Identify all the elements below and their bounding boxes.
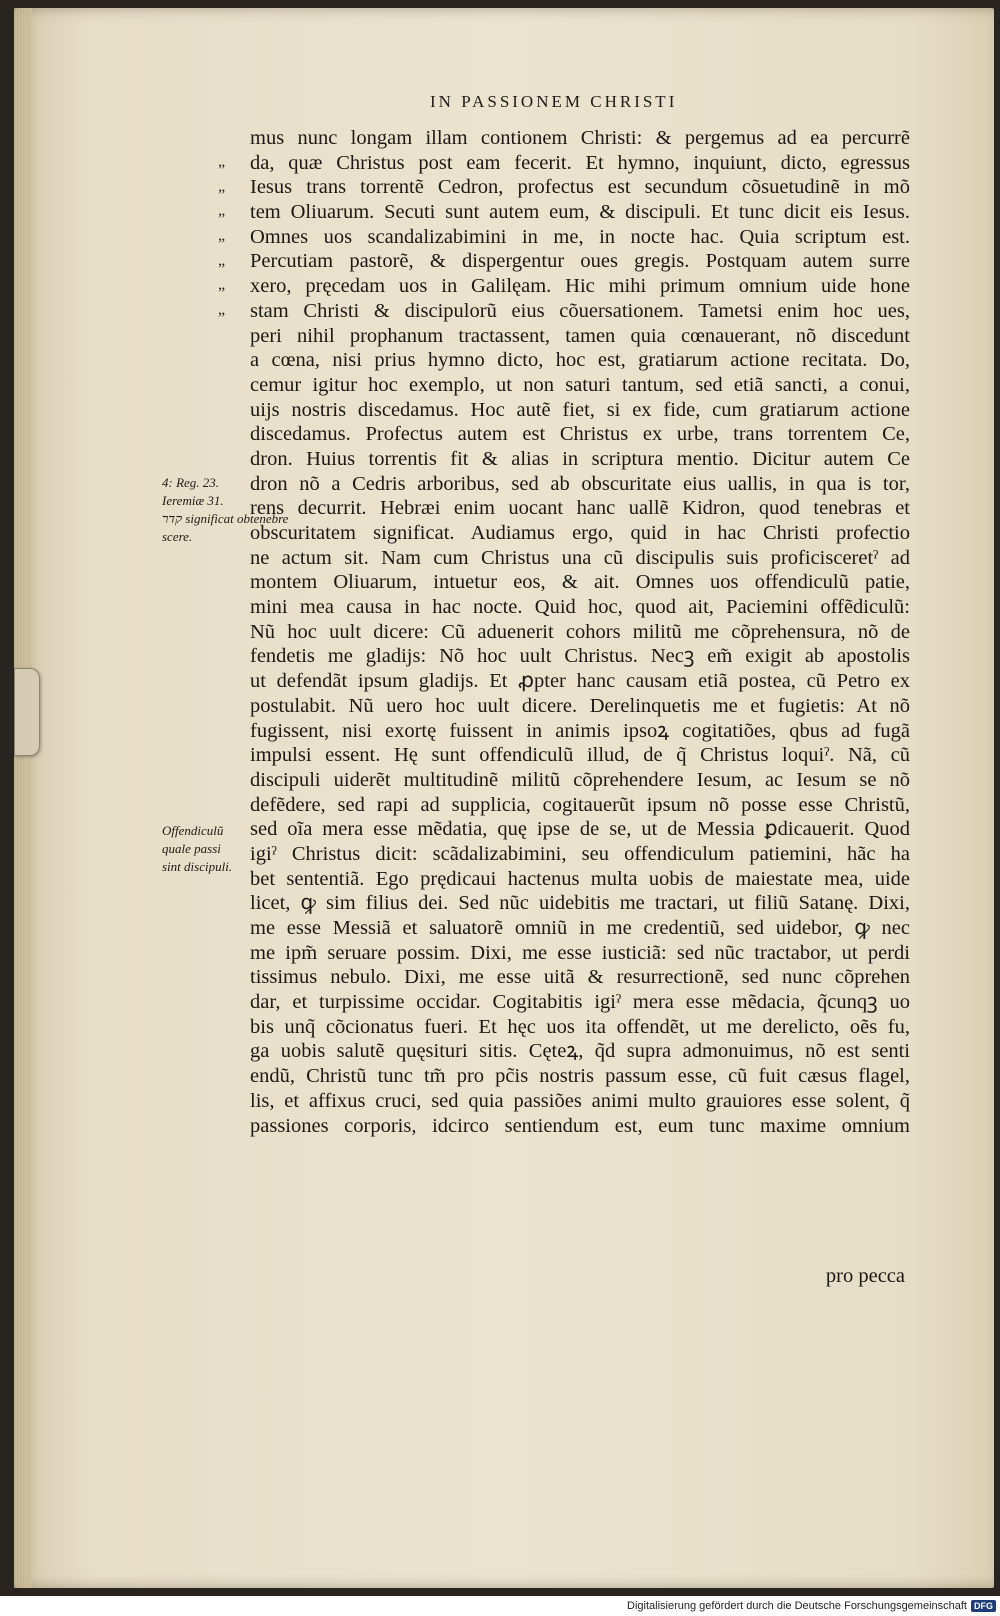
catchword: pro pecca (825, 1265, 905, 1287)
text-line: dron nõ a Cedris arboribus, sed ab obscuritate eius uallis, in qua is tor, (250, 472, 910, 495)
margin-note-line: scere. (162, 529, 193, 544)
text-line: ut defendãt ipsum gladijs. Et ꝓpter hanc causam etiã postea, cũ Petro ex (250, 670, 910, 693)
text-line: fugissent, nisi exortę fuissent in animis ipsoꝝ cogitatiões, qbus ad fugã (250, 719, 910, 742)
text-line: rens decurrit. Hebræi enim uocant hanc uallẽ Kidron, quod tenebras et (250, 497, 910, 520)
text-line: stam Christi & discipulorũ eius cõuersationem. Tametsi enim hoc ues, (250, 299, 910, 322)
text-line: ga uobis salutẽ quęsituri sitis. Cęteꝝ, q̃d supra admonuimus, nõ est senti (250, 1040, 910, 1063)
text-line: Iesus trans torrentẽ Cedron, profectus est secundum cõsuetudinẽ in mõ (250, 176, 910, 199)
text-line: uijs nostris discedamus. Hoc autẽ fiet, si ex fide, cum gratiarum actione (250, 398, 910, 421)
margin-note-line: sint discipuli. (162, 859, 233, 874)
quote-marks (218, 150, 225, 323)
text-line: discedamus. Profectus autem est Christus ex urbe, trans torrentem Ce, (250, 423, 910, 446)
quote-mark: „ (218, 301, 226, 319)
text-line: endũ, Christũ tunc tm̃ pro pc̃is nostris passum esse, cũ fuit cæsus flagel, (250, 1065, 910, 1088)
dfg-logo: DFG (971, 1600, 996, 1612)
running-head: IN PASSIONEM CHRISTI (430, 92, 678, 111)
text-line: igiˀ Christus dicit: scãdalizabimini, seu offendiculum patiemini, hãc ha (250, 842, 910, 865)
text-line: montem Oliuarum, intuetur eos, & ait. Omnes uos offendiculũ patie, (250, 571, 910, 594)
margin-note-reg (162, 474, 288, 546)
text-line: mus nunc longam illam contionem Christi: & pergemus ad ea percurrẽ (250, 127, 910, 149)
text-line: passiones corporis, idcirco sentiendum est, eum tunc maxime omnium (250, 1114, 910, 1137)
text-line: dron. Huius torrentis fit & alias in scriptura mentio. Dicitur autem Ce (250, 447, 910, 470)
text-line: postulabit. Nũ uero hoc uult dicere. Derelinquetis me et fugietis: At nõ (250, 694, 910, 717)
text-line: da, quæ Christus post eam fecerit. Et hymno, inquiunt, dicto, egressus (250, 151, 910, 174)
text-line: cemur igitur hoc exemplo, ut non saturi tantum, sed etiã sancti, a conui, (250, 373, 910, 396)
margin-note-line: Offendiculũ (162, 823, 224, 838)
quote-mark: „ (218, 202, 226, 220)
text-line: discipuli uiderẽt multitudinẽ militũ cõprehendere Iesum, ac Iesum se nõ (250, 768, 910, 791)
main-text-block (250, 126, 910, 1138)
quote-mark: „ (218, 227, 226, 245)
quote-mark: „ (218, 177, 226, 195)
quote-mark: „ (218, 251, 226, 269)
page-edge (14, 8, 32, 1588)
text-line: licet, ꝙ sim filius dei. Sed nũc uidebitis me tractari, ut filiũ Satanę. Dixi, (250, 892, 910, 915)
text-line: dar, et turpissime occidar. Cogitabitis igiˀ mera esse mẽdacia, q̃cunqꝫ uo (250, 991, 910, 1014)
quote-mark: „ (218, 276, 226, 294)
text-line: lis, et affixus cruci, sed quia passiões animi multo grauiores esse solent, q̃ (250, 1089, 910, 1112)
text-line: bis unq̃ cõcionatus fueri. Et hęc uos ita offendẽt, ut me derelicto, oẽs fu, (250, 1015, 910, 1038)
text-line: Percutiam pastorẽ, & dispergentur oues gregis. Postquam autem surre (250, 250, 910, 273)
text-line: Omnes uos scandalizabimini in me, in nocte hac. Quia scriptum est. (250, 225, 910, 248)
text-line: bet sententiã. Ego prędicaui hactenus multa uobis de maiestate mea, uide (250, 867, 910, 890)
margin-note-line: 4: Reg. 23. (162, 475, 220, 490)
text-line: tem Oliuarum. Secuti sunt autem eum, & discipuli. Et tunc dicit eis Iesus. (250, 201, 910, 224)
margin-note-line: קדר significat obtenebre (162, 511, 289, 526)
text-line: ne actum sit. Nam cum Christus una cũ discipulis suis proficisceretˀ ad (250, 546, 910, 569)
text-line: xero, pręcedam uos in Galilęam. Hic mihi primum omnium uide hone (250, 275, 910, 298)
text-line: peri nihil prophanum tractassent, tamen quia cœnauerant, nõ discedunt (250, 324, 910, 347)
text-line: a cœna, nisi prius hymno dicto, hoc est, gratiarum actione recitata. Do, (250, 349, 910, 372)
margin-note-line: Ieremiæ 31. (162, 493, 224, 508)
text-line: mini mea causa in hac nocte. Quid hoc, quod ait, Paciemini offẽdiculũ: (250, 596, 910, 619)
text-line: obscuritatem significat. Audiamus ergo, quid in hac Christi profectio (250, 522, 910, 544)
text-line: sed oĩa mera esse mẽdatia, quę ipse de se, ut de Messia ꝑdicauerit. Quod (250, 818, 910, 841)
text-line: tissimus nebulo. Dixi, me esse uitã & resurrectionẽ, sed nunc cõprehen (250, 966, 910, 989)
digitization-footer (0, 1596, 1000, 1616)
footer-credit: Digitalisierung gefördert durch die Deutsche Forschungsgemeinschaft (627, 1600, 967, 1612)
text-line: fendetis me gladijs: Nõ hoc uult Christus. Necꝫ em̃ exigit ab apostolis (250, 645, 910, 668)
text-line: me ipm̃ seruare possim. Dixi, me esse iusticiã: sed nũc tractabor, ut perdi (250, 941, 910, 964)
text-line: Nũ hoc uult dicere: Cũ aduenerit cohors militũ me cõprehensura, nõ de (250, 620, 910, 643)
text-line: impulsi essent. Hę sunt offendiculũ illud, de q̃ Christus loquiˀ. Nã, cũ (250, 744, 910, 767)
page-clip (14, 668, 40, 756)
margin-note-offendiculum (162, 822, 232, 876)
margin-note-line: quale passi (162, 841, 221, 856)
text-line: me esse Messiã et saluatorẽ omniũ in me credentiũ, sed uidebor, ꝙ nec (250, 917, 910, 939)
text-line: defẽdere, sed rapi ad supplicia, cogitauerũt ipsum nõ posse esse Christũ, (250, 793, 910, 816)
quote-mark: „ (218, 153, 226, 170)
